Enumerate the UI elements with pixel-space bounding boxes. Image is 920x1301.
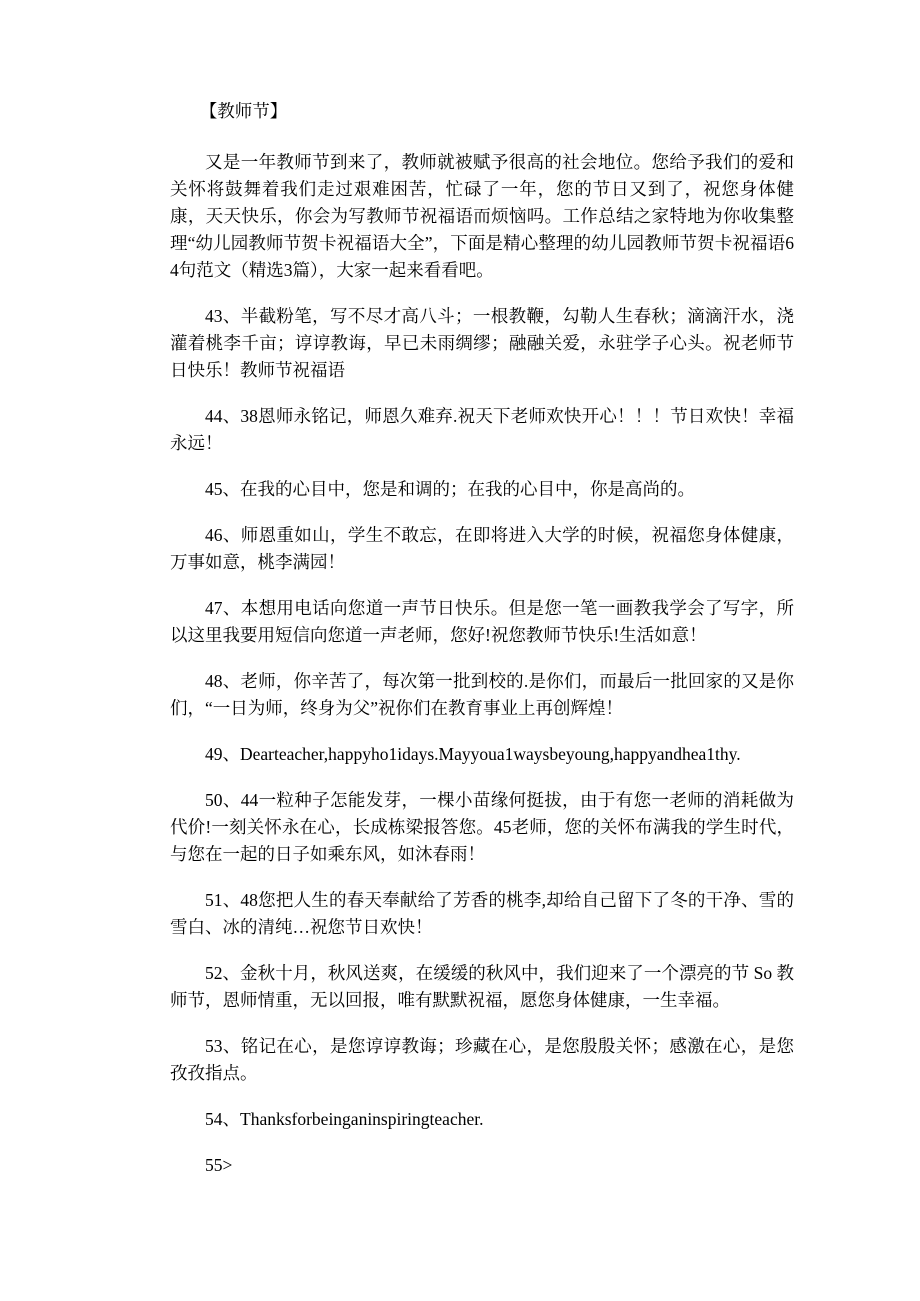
greeting-item-55: 55> <box>205 1155 233 1175</box>
greeting-item-43: 43、半截粉笔，写不尽才高八斗；一根教鞭，勾勒人生春秋；滴滴汗水，浇灌着桃李千亩；谆谆教诲，早已未雨绸缪；融融关爱，永驻学子心头。祝老师节日快乐！教师节祝福语 <box>170 306 794 380</box>
section-title: 【教师节】 <box>199 101 288 121</box>
greeting-item-52: 52、金秋十月，秋风送爽，在缓缓的秋风中，我们迎来了一个漂亮的节 So 教师节，恩师情重，无以回报，唯有默默祝福，愿您身体健康，一生幸福。 <box>170 963 794 1010</box>
greeting-item-47: 47、本想用电话向您道一声节日快乐。但是您一笔一画教我学会了写字，所以这里我要用短信向您道一声老师，您好!祝您教师节快乐!生活如意！ <box>170 598 794 645</box>
greeting-item-48: 48、老师，你辛苦了，每次第一批到校的.是你们，而最后一批回家的又是你们，“一日为师，终身为父”祝你们在教育事业上再创辉煌！ <box>170 671 794 718</box>
greeting-item-50: 50、44一粒种子怎能发芽，一棵小苗缘何挺拔，由于有您一老师的消耗做为代价!一刻关怀永在心，长成栋梁报答您。45老师，您的关怀布满我的学生时代，与您在一起的日子如乘东风，如沐春雨！ <box>170 790 794 864</box>
greeting-item-46: 46、师恩重如山，学生不敢忘，在即将进入大学的时候，祝福您身体健康，万事如意，桃李满园！ <box>170 525 794 572</box>
greeting-item-44: 44、38恩师永铭记，师恩久难弃.祝天下老师欢快开心！！！节日欢快！幸福永远！ <box>170 406 794 453</box>
greeting-item-53: 53、铭记在心，是您谆谆教诲；珍藏在心，是您殷殷关怀；感激在心，是您孜孜指点。 <box>170 1036 794 1083</box>
greeting-item-49: 49、Dearteacher,happyho1idays.Mayyoua1waysbeyoung,happyandhea1thy. <box>205 744 741 764</box>
greeting-item-51: 51、48您把人生的春天奉献给了芳香的桃李,却给自己留下了冬的干净、雪的雪白、冰的清纯…祝您节日欢快！ <box>170 890 794 937</box>
greeting-item-54: 54、Thanksforbeinganinspiringteacher. <box>205 1109 484 1129</box>
greeting-item-45: 45、在我的心目中，您是和调的；在我的心目中，你是高尚的。 <box>205 479 695 499</box>
intro-paragraph: 又是一年教师节到来了，教师就被赋予很高的社会地位。您给予我们的爱和关怀将鼓舞着我们走过艰难困苦，忙碌了一年，您的节日又到了，祝您身体健康，天天快乐，你会为写教师节祝福语而烦恼吗。工作总结之家特地为你收集整理“幼儿园教师节贺卡祝福语大全”，下面是精心整理的幼儿园教师节贺卡祝福语64句范文（精选3篇），大家一起来看看吧。 <box>170 152 794 280</box>
